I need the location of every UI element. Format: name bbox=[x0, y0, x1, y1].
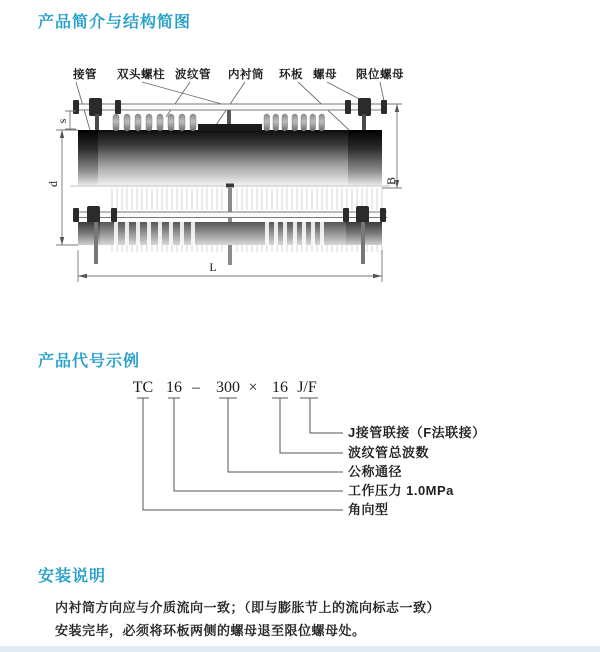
part-label-jieguan: 接管 bbox=[73, 69, 97, 81]
dim-label-L: L bbox=[209, 260, 217, 274]
callout-nominal-diameter: 公称通径 bbox=[348, 464, 403, 479]
section-title-intro: 产品简介与结构简图 bbox=[38, 14, 192, 31]
section-title-code: 产品代号示例 bbox=[38, 353, 141, 370]
dim-d bbox=[46, 130, 78, 245]
code-part-diameter: 300 bbox=[216, 379, 240, 396]
code-part-waves: 16 bbox=[272, 379, 288, 396]
tie-rod-bottom bbox=[73, 212, 387, 218]
bellows-body-top bbox=[78, 114, 382, 185]
callout-angular-type: 角向型 bbox=[348, 502, 389, 517]
part-label-luomu: 螺母 bbox=[313, 69, 337, 81]
page-footer-strip bbox=[0, 646, 600, 652]
bellows-body-bottom bbox=[78, 222, 382, 245]
section-lines-lower bbox=[112, 245, 382, 252]
structure-diagram bbox=[40, 64, 460, 292]
bellows-fingers-left bbox=[113, 114, 196, 131]
callout-working-pressure: 工作压力 1.0MPa bbox=[348, 483, 454, 498]
inner-liner-band bbox=[198, 124, 262, 131]
section-lines-upper bbox=[112, 188, 382, 210]
section-title-install: 安装说明 bbox=[38, 568, 107, 585]
dim-B bbox=[382, 104, 402, 188]
code-part-connection: J/F bbox=[297, 379, 317, 396]
center-notch bbox=[226, 184, 234, 188]
dim-label-B: B bbox=[384, 176, 398, 186]
code-part-dash: – bbox=[192, 379, 200, 396]
part-label-shuangtouluozhu: 双头螺柱 bbox=[117, 69, 165, 81]
code-part-pressure: 16 bbox=[166, 379, 182, 396]
part-label-xianweiluomu: 限位螺母 bbox=[356, 69, 404, 81]
dim-s bbox=[55, 111, 76, 129]
install-note-1: 内衬筒方向应与介质流向一致；（即与膨胀节上的流向标志一致） bbox=[55, 600, 441, 615]
code-connector-lines bbox=[137, 398, 343, 510]
callout-connection: J接管联接（F法联接） bbox=[348, 425, 486, 440]
bellows-fingers-right bbox=[264, 114, 325, 131]
install-note-2: 安装完毕，必须将环板两侧的螺母退至限位螺母处。 bbox=[55, 623, 366, 638]
part-label-neichentong: 内衬筒 bbox=[228, 69, 264, 81]
code-part-type: TC bbox=[132, 379, 154, 396]
product-code-diagram bbox=[100, 378, 560, 528]
dim-label-s: s bbox=[55, 118, 69, 124]
part-label-huanban: 环板 bbox=[279, 69, 303, 81]
code-part-times: × bbox=[248, 379, 258, 396]
callout-wave-count: 波纹管总波数 bbox=[348, 445, 430, 460]
dim-label-d: d bbox=[46, 181, 60, 187]
part-label-bowenguan: 波纹管 bbox=[175, 69, 211, 81]
